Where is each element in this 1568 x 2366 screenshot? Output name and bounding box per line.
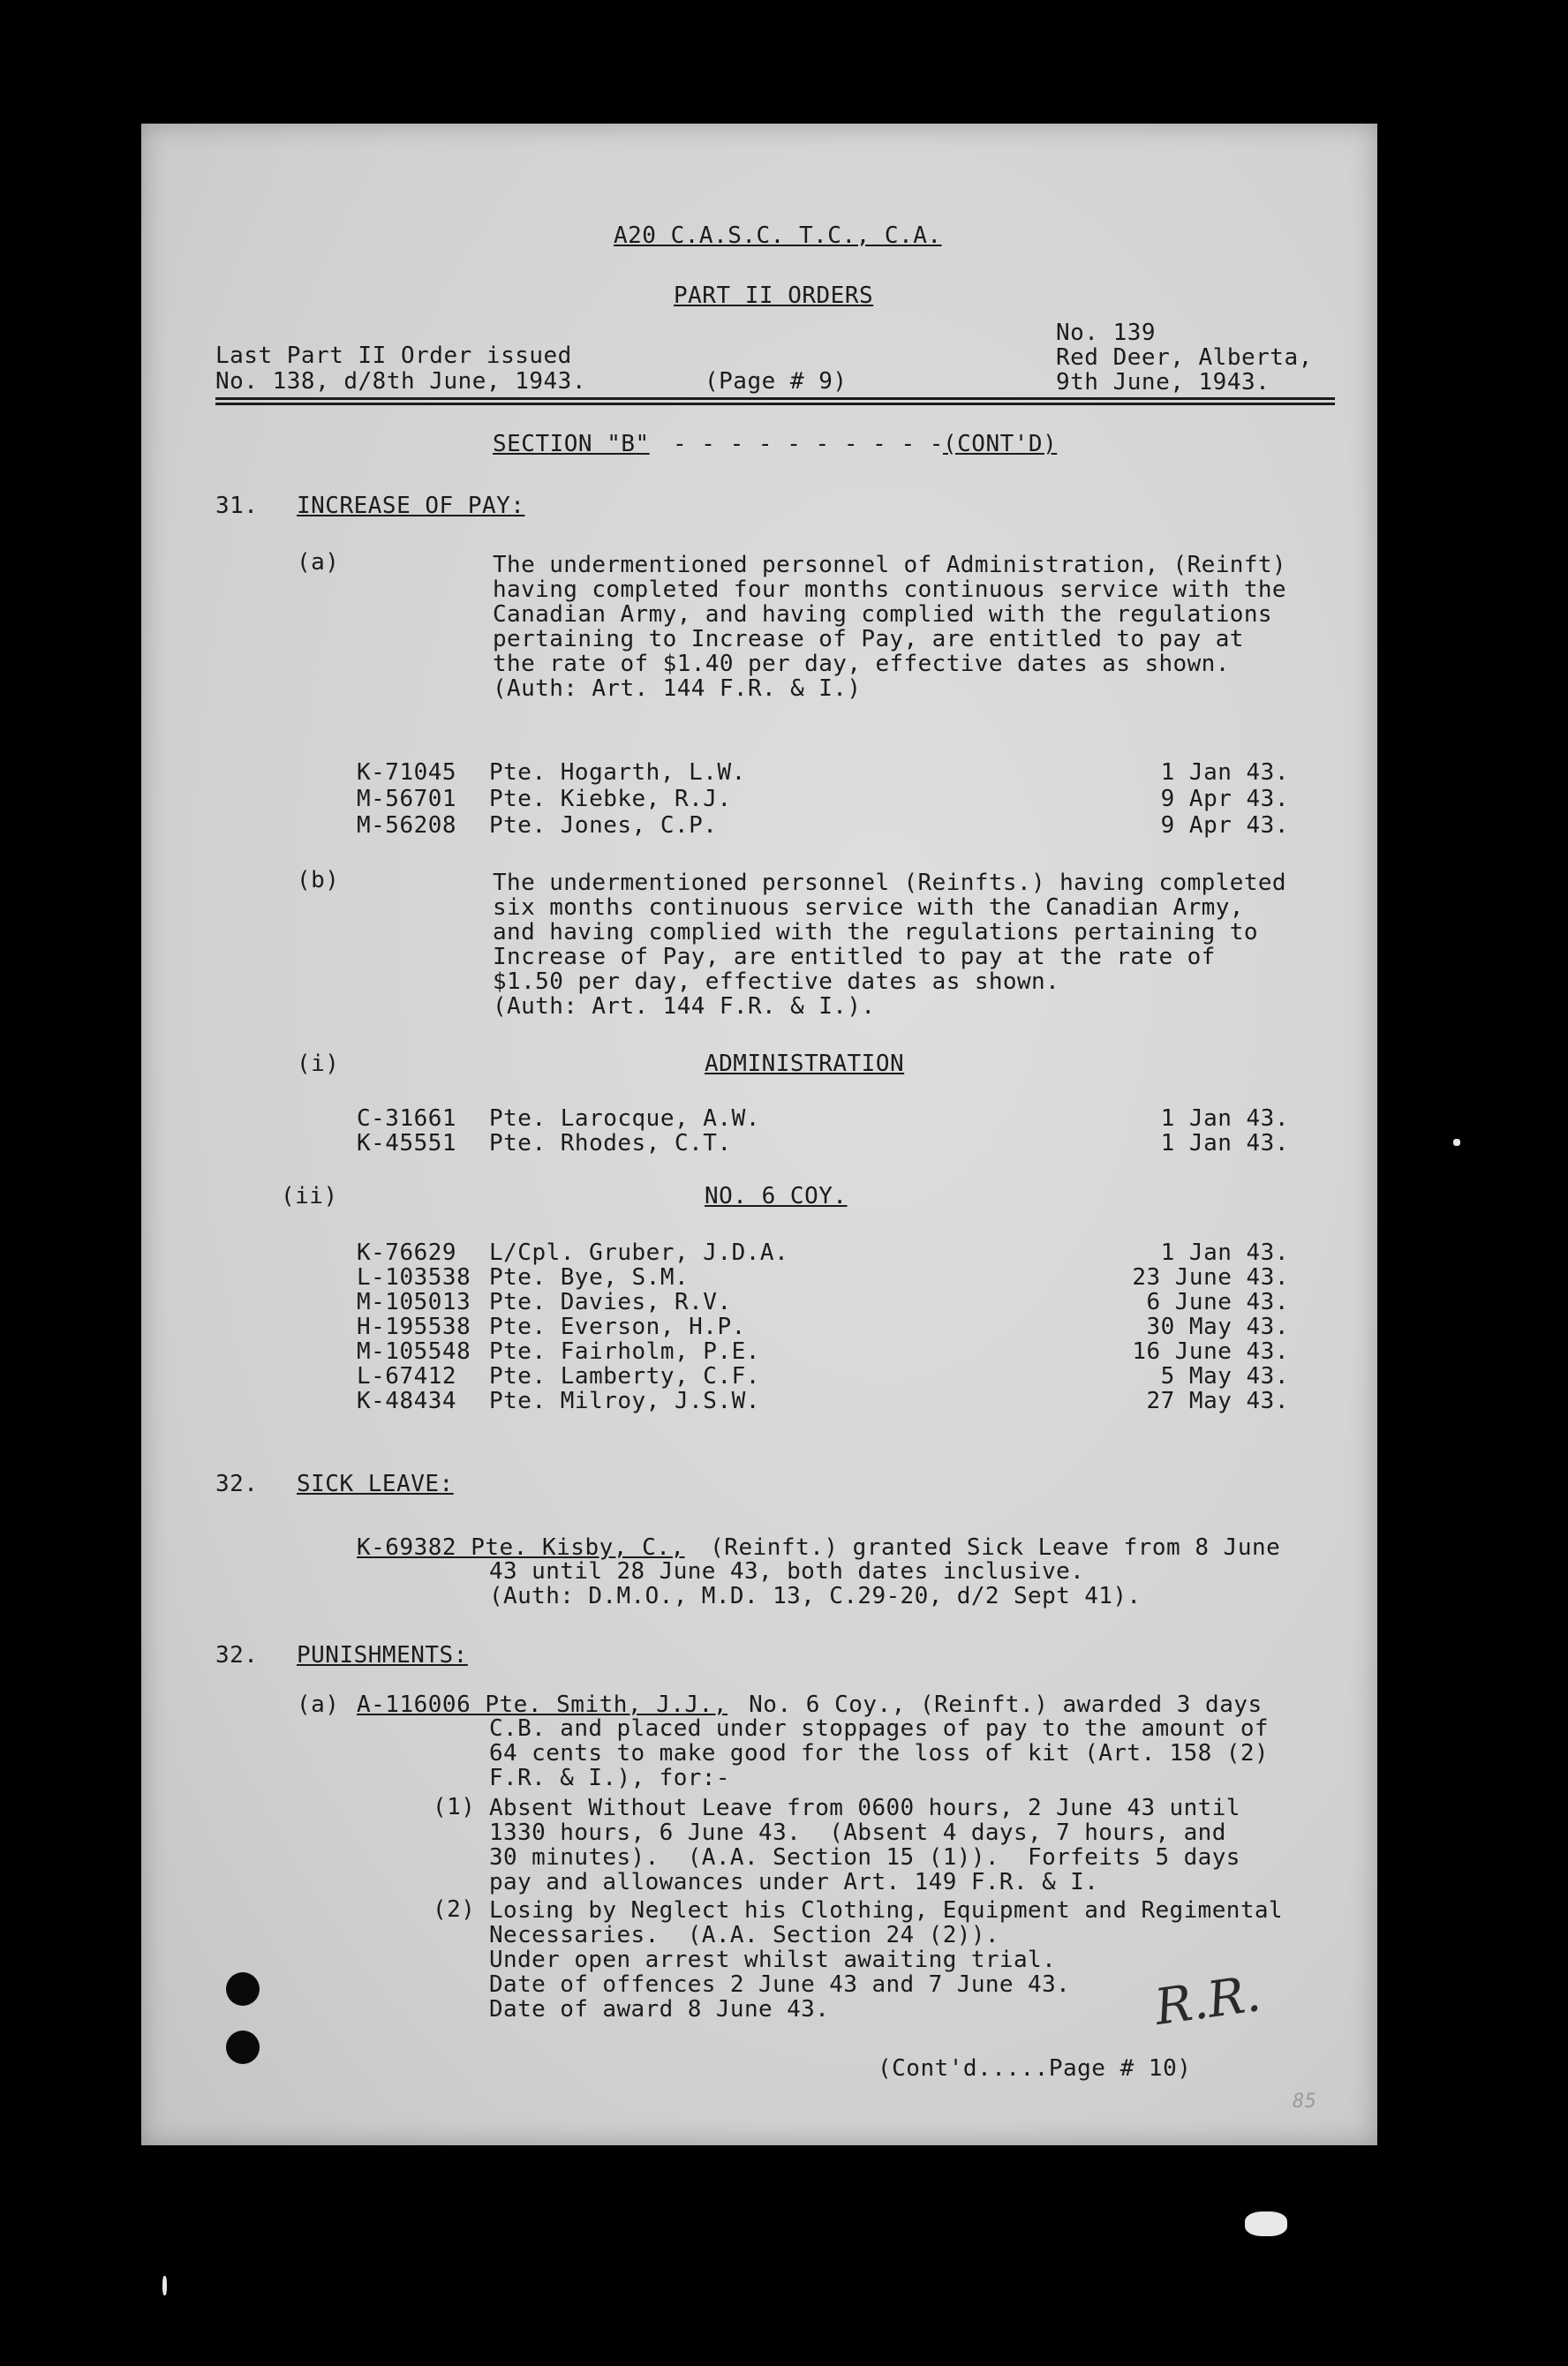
handwritten-initials: R.R. — [1151, 1964, 1264, 2038]
punishment-continuation: C.B. and placed under stoppages of pay to the amount of 64 cents to make good for the loss of kit (Art. 158 (2) F.R. & I.), for:- — [489, 1715, 1269, 1791]
dust-speck — [1245, 2212, 1287, 2236]
member-name: Pte. Davies, R.V. — [489, 1289, 732, 1315]
member-name: Pte. Bye, S.M. — [489, 1264, 690, 1291]
subitem-paragraph: The undermentioned personnel (Reinfts.) having completed six months continuous service with the Canadian Army, and having complied with the regulations pertaining to Increase of Pay, are entitled to pay at the rate of $1.50 per day, effective dates as shown. (Auth: Art. 144 F.R. & I.). — [493, 870, 1286, 1020]
order-number: No. 139 — [1056, 320, 1157, 346]
charge-label: (2) — [433, 1896, 476, 1923]
service-number: K-76629 — [357, 1240, 457, 1266]
member-name: Pte. Hogarth, L.W. — [489, 759, 746, 786]
section-dashes: - - - - - - - - - - — [673, 431, 944, 457]
last-issued-ref: No. 138, d/8th June, 1943. — [215, 368, 586, 395]
page-number: (Page # 9) — [705, 368, 848, 395]
subsection-heading: ADMINISTRATION — [705, 1051, 905, 1077]
member-name: L/Cpl. Gruber, J.D.A. — [489, 1240, 789, 1266]
punishment-text: No. 6 Coy., (Reinft.) awarded 3 days — [735, 1692, 1263, 1718]
effective-date: 1 Jan 43. — [1160, 759, 1289, 786]
effective-date: 9 Apr 43. — [1160, 786, 1289, 812]
effective-date: 16 June 43. — [1132, 1338, 1289, 1365]
punishment-member: A-116006 Pte. Smith, J.J., — [357, 1692, 727, 1718]
member-name: Pte. Everson, H.P. — [489, 1314, 746, 1340]
margin-page-note: 85 — [1293, 2091, 1317, 2113]
service-number: M-105548 — [357, 1338, 471, 1365]
effective-date: 27 May 43. — [1146, 1388, 1289, 1414]
unit-title: A20 C.A.S.C. T.C., C.A. — [614, 222, 942, 249]
effective-date: 1 Jan 43. — [1160, 1240, 1289, 1266]
sick-leave-member: K-69382 Pte. Kisby, C., — [357, 1534, 685, 1561]
effective-date: 9 Apr 43. — [1160, 812, 1289, 839]
item-number: 32. — [215, 1471, 259, 1497]
sick-leave-text: (Reinft.) granted Sick Leave from 8 June — [696, 1534, 1281, 1561]
item-heading: INCREASE OF PAY: — [297, 493, 525, 519]
section-contd: (CONT'D) — [943, 431, 1058, 457]
service-number: H-195538 — [357, 1314, 471, 1340]
continued-note: (Cont'd.....Page # 10) — [878, 2055, 1192, 2082]
effective-date: 23 June 43. — [1132, 1264, 1289, 1291]
member-name: Pte. Milroy, J.S.W. — [489, 1388, 760, 1414]
service-number: M-56701 — [357, 786, 457, 812]
item-heading: PUNISHMENTS: — [297, 1642, 468, 1669]
dust-speck — [162, 2276, 167, 2295]
item-number: 32. — [215, 1642, 259, 1669]
header-rule — [215, 397, 1335, 400]
order-place: Red Deer, Alberta, — [1056, 344, 1313, 371]
punch-hole-top — [226, 1972, 260, 2006]
service-number: K-71045 — [357, 759, 457, 786]
dust-speck — [1453, 1139, 1460, 1146]
member-name: Pte. Larocque, A.W. — [489, 1105, 760, 1132]
item-number: 31. — [215, 493, 259, 519]
effective-date: 1 Jan 43. — [1160, 1105, 1289, 1132]
subitem-paragraph: The undermentioned personnel of Administration, (Reinft) having completed four months continuous service with the Canadian Army, and having complied with the regulations pertaining to Increase of Pay, are entitled to pay at the rate of $1.40 per day, effective dates as shown. (Auth: Art. 144 F.R. & I.) — [493, 552, 1286, 702]
service-number: K-45551 — [357, 1130, 457, 1157]
effective-date: 30 May 43. — [1146, 1314, 1289, 1340]
member-name: Pte. Rhodes, C.T. — [489, 1130, 732, 1157]
subitem-label: (b) — [297, 867, 340, 893]
charge-text: Losing by Neglect his Clothing, Equipment and Regimental Necessaries. (A.A. Section 24 (2)). Under open arrest whilst awaiting trial. Date of offences 2 June 43 and 7 June 43. Date of award 8 June 43. — [489, 1897, 1283, 2023]
member-name: Pte. Jones, C.P. — [489, 812, 718, 839]
effective-date: 5 May 43. — [1160, 1363, 1289, 1390]
service-number: M-56208 — [357, 812, 457, 839]
member-name: Pte. Fairholm, P.E. — [489, 1338, 760, 1365]
member-name: Pte. Lamberty, C.F. — [489, 1363, 760, 1390]
service-number: C-31661 — [357, 1105, 457, 1132]
punch-hole-bottom — [226, 2031, 260, 2064]
member-name: Pte. Kiebke, R.J. — [489, 786, 732, 812]
part-ii-orders-title: PART II ORDERS — [674, 283, 874, 309]
charge-label: (1) — [433, 1794, 476, 1820]
service-number: K-48434 — [357, 1388, 457, 1414]
order-date: 9th June, 1943. — [1056, 369, 1270, 396]
service-number: L-103538 — [357, 1264, 471, 1291]
subsection-label: (i) — [297, 1051, 340, 1077]
service-number: M-105013 — [357, 1289, 471, 1315]
charge-text: Absent Without Leave from 0600 hours, 2 June 43 until 1330 hours, 6 June 43. (Absent 4 days, 7 hours, and 30 minutes). (A.A. Section 15 (1)). Forfeits 5 days pay and allowances under Art. 149 F.R. & I. — [489, 1795, 1240, 1895]
section-label: SECTION "B" — [493, 431, 650, 457]
effective-date: 6 June 43. — [1146, 1289, 1289, 1315]
subitem-label: (a) — [297, 1692, 340, 1718]
last-issued-label: Last Part II Order issued — [215, 343, 572, 369]
service-number: L-67412 — [357, 1363, 457, 1390]
item-heading: SICK LEAVE: — [297, 1471, 454, 1497]
subitem-label: (a) — [297, 549, 340, 576]
subsection-label: (ii) — [281, 1183, 338, 1209]
subsection-heading: NO. 6 COY. — [705, 1183, 848, 1209]
sick-leave-continuation: 43 until 28 June 43, both dates inclusive. (Auth: D.M.O., M.D. 13, C.29-20, d/2 Sept 41). — [489, 1558, 1142, 1609]
header-rule — [215, 403, 1335, 405]
effective-date: 1 Jan 43. — [1160, 1130, 1289, 1157]
